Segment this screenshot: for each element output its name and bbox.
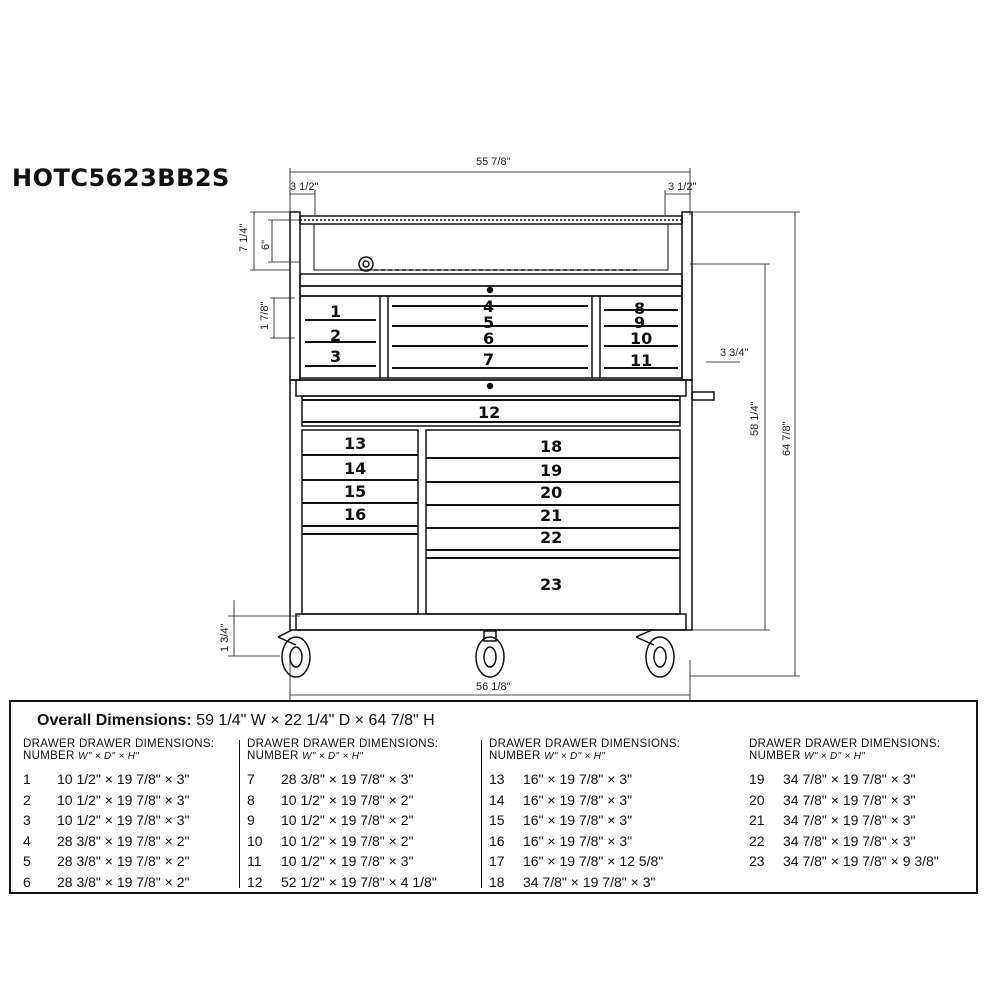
top-height-label: 7 1/4"	[238, 223, 250, 252]
table-row	[749, 831, 940, 852]
table-row	[23, 790, 214, 811]
header-number-sub: NUMBER	[23, 750, 75, 762]
drawer-label: 12	[478, 403, 501, 422]
bottom-width-label: 56 1/8"	[476, 681, 511, 693]
drawer-label: 9	[634, 313, 646, 332]
drawer-number: 10	[247, 832, 263, 849]
left-offset-label: 3 1/2"	[290, 181, 319, 193]
drawer-dimensions: 10 1/2" × 19 7/8" × 3"	[57, 812, 190, 829]
table-row	[247, 790, 438, 811]
table-row	[749, 790, 940, 811]
drawer-dimensions: 34 7/8" × 19 7/8" × 3"	[783, 791, 916, 808]
table-row	[247, 851, 438, 872]
drawer-number: 19	[749, 771, 765, 787]
drawer-dimensions: 10 1/2" × 19 7/8" × 3"	[57, 791, 190, 808]
header-number: DRAWER	[749, 738, 802, 750]
drawer-number: 14	[489, 791, 505, 808]
drawer-label: 2	[330, 326, 342, 345]
drawer-number: 18	[489, 873, 505, 890]
drawer-label: 5	[483, 313, 495, 332]
drawer-dimensions: 28 3/8" × 19 7/8" × 2"	[57, 873, 190, 890]
drawer-number: 16	[489, 832, 505, 849]
header-dimensions-sub: W" × D" × H"	[544, 751, 606, 762]
drawer-dimensions: 34 7/8" × 19 7/8" × 3"	[783, 832, 916, 849]
drawer-label: 16	[344, 505, 367, 524]
table-row	[23, 872, 214, 893]
drawer-number: 5	[23, 853, 31, 870]
drawer-dimensions: 34 7/8" × 19 7/8" × 3"	[523, 873, 656, 890]
table-column	[23, 738, 214, 893]
drawer-number: 20	[749, 791, 765, 808]
column-divider	[481, 740, 482, 888]
drawer-number: 3	[23, 812, 31, 829]
table-column	[749, 738, 940, 872]
top-width-label: 55 7/8"	[476, 156, 511, 168]
header-number-sub: NUMBER	[749, 750, 801, 762]
drawer-number: 11	[247, 853, 262, 870]
header-dimensions-sub: W" × D" × H"	[804, 751, 866, 762]
lid-height-label: 6"	[260, 239, 272, 250]
drawer-label: 8	[634, 299, 646, 318]
drawer-dimensions: 28 3/8" × 19 7/8" × 2"	[57, 832, 190, 849]
header-dimensions: DRAWER DIMENSIONS:	[804, 738, 941, 750]
header-number: DRAWER	[23, 738, 76, 750]
drawer-label: 13	[344, 434, 367, 453]
table-row	[489, 872, 680, 893]
drawer-dimensions: 34 7/8" × 19 7/8" × 9 3/8"	[783, 853, 939, 870]
drawer-dimensions: 10 1/2" × 19 7/8" × 3"	[281, 853, 414, 870]
table-row	[489, 769, 680, 790]
drawer-label: 19	[540, 461, 563, 480]
drawer-number: 1	[23, 771, 31, 787]
table-row	[23, 831, 214, 852]
drawer-height-label: 1 7/8"	[259, 301, 271, 330]
column-header	[489, 738, 680, 763]
table-row	[23, 851, 214, 872]
drawer-number: 17	[489, 853, 505, 870]
drawer-dimensions: 28 3/8" × 19 7/8" × 3"	[281, 771, 414, 787]
drawer-label: 23	[540, 575, 563, 594]
drawer-number: 23	[749, 853, 765, 870]
drawer-number: 12	[247, 873, 263, 890]
drawer-dimensions: 34 7/8" × 19 7/8" × 3"	[783, 771, 916, 787]
drawer-label: 7	[483, 350, 495, 369]
drawer-number: 9	[247, 812, 255, 829]
drawer-number: 22	[749, 832, 765, 849]
drawer-dimensions: 16" × 19 7/8" × 3"	[523, 832, 633, 849]
header-number: DRAWER	[489, 738, 542, 750]
drawer-number: 15	[489, 812, 505, 829]
header-dimensions: DRAWER DIMENSIONS:	[302, 738, 439, 750]
drawer-number: 4	[23, 832, 31, 849]
drawer-label: 10	[630, 329, 653, 348]
table-column	[489, 738, 680, 893]
caster-height-label: 1 3/4"	[219, 623, 231, 652]
drawer-number: 7	[247, 771, 255, 787]
header-number: DRAWER	[247, 738, 300, 750]
drawer-dimensions: 28 3/8" × 19 7/8" × 2"	[57, 853, 190, 870]
drawer-dimensions: 10 1/2" × 19 7/8" × 2"	[281, 812, 414, 829]
table-row	[489, 831, 680, 852]
drawer-number: 6	[23, 873, 31, 890]
right-offset-label: 3 1/2"	[668, 181, 697, 193]
table-row	[489, 810, 680, 831]
drawer-label: 21	[540, 506, 563, 525]
column-header	[23, 738, 214, 763]
drawer-label: 14	[344, 459, 367, 478]
table-row	[247, 872, 438, 893]
table-row	[23, 769, 214, 790]
drawer-dimensions: 16" × 19 7/8" × 3"	[523, 771, 633, 787]
drawer-dimensions: 10 1/2" × 19 7/8" × 3"	[57, 771, 190, 787]
header-number-sub: NUMBER	[489, 750, 541, 762]
drawer-dimensions: 10 1/2" × 19 7/8" × 2"	[281, 832, 414, 849]
caster-dimension-lines	[228, 600, 690, 700]
overall-value: 59 1/4" W × 22 1/4" D × 64 7/8" H	[196, 712, 435, 729]
drawer-label: 15	[344, 482, 367, 501]
drawer-label: 22	[540, 528, 563, 547]
drawer-number: 2	[23, 791, 31, 808]
table-column	[247, 738, 438, 893]
drawer-dimensions: 16" × 19 7/8" × 3"	[523, 812, 633, 829]
header-dimensions: DRAWER DIMENSIONS:	[544, 738, 681, 750]
overall-dimensions	[37, 712, 435, 730]
drawer-number: 8	[247, 791, 255, 808]
drawer-label: 3	[330, 347, 342, 366]
drawer-label: 18	[540, 437, 563, 456]
drawer-label: 11	[630, 351, 653, 370]
drawer-label: 1	[330, 302, 342, 321]
header-dimensions: DRAWER DIMENSIONS:	[78, 738, 215, 750]
left-dimension-lines	[250, 212, 300, 338]
table-row	[247, 810, 438, 831]
column-header	[749, 738, 940, 763]
dimensions-table	[9, 700, 978, 894]
chest-height-label: 58 1/4"	[749, 401, 761, 436]
model-title: HOTC5623BB2S	[12, 164, 230, 192]
header-number-sub: NUMBER	[247, 750, 299, 762]
drawer-label: 20	[540, 483, 563, 502]
overall-label: Overall Dimensions:	[37, 712, 192, 729]
drawer-dimensions: 10 1/2" × 19 7/8" × 2"	[281, 791, 414, 808]
drawer-number: 13	[489, 771, 505, 787]
table-row	[247, 769, 438, 790]
top-dimension-lines	[290, 168, 690, 215]
drawer-dimensions: 16" × 19 7/8" × 12 5/8"	[523, 853, 664, 870]
column-header	[247, 738, 438, 763]
drawer-number: 21	[749, 812, 765, 829]
drawer-dimensions: 52 1/2" × 19 7/8" × 4 1/8"	[281, 873, 437, 890]
header-dimensions-sub: W" × D" × H"	[78, 751, 140, 762]
table-row	[749, 769, 940, 790]
drawer-dimensions: 16" × 19 7/8" × 3"	[523, 791, 633, 808]
caster-wheels	[278, 630, 674, 677]
table-row	[247, 831, 438, 852]
drawer-dimensions: 34 7/8" × 19 7/8" × 3"	[783, 812, 916, 829]
table-row	[489, 851, 680, 872]
table-row	[749, 851, 940, 872]
column-divider	[239, 740, 240, 888]
table-row	[749, 810, 940, 831]
table-row	[23, 810, 214, 831]
table-row	[489, 790, 680, 811]
drawer-label: 6	[483, 329, 495, 348]
header-dimensions-sub: W" × D" × H"	[302, 751, 364, 762]
handle-depth-label: 3 3/4"	[720, 347, 749, 359]
total-height-label: 64 7/8"	[781, 421, 793, 456]
drawer-label: 4	[483, 297, 495, 316]
